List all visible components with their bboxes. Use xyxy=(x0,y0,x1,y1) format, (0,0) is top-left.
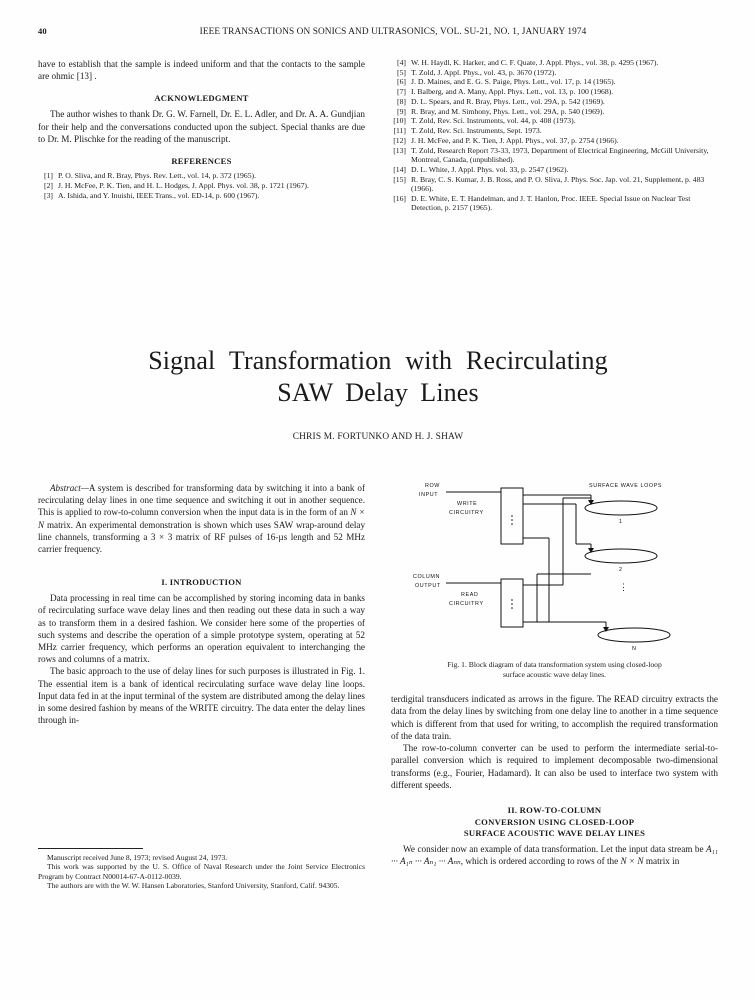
reference-number: [12] xyxy=(393,135,406,145)
right-body-block xyxy=(391,693,718,791)
top-right-column xyxy=(391,58,718,213)
reference-number: [13] xyxy=(393,145,406,155)
reference-item xyxy=(391,126,718,136)
main-right-column xyxy=(391,482,718,867)
acknowledgment-heading: ACKNOWLEDGMENT xyxy=(154,93,249,104)
figure-1-caption xyxy=(391,660,718,679)
reference-text: T. Zold, Rev. Sci. Instruments, vol. 44, p. 408 (1973). xyxy=(411,116,576,126)
surface-wave-loop-1 xyxy=(585,501,657,515)
s2-math-2: N × N xyxy=(620,856,644,867)
reference-number: [4] xyxy=(397,58,406,67)
reference-text: T. Zold, Rev. Sci. Instruments, Sept. 1973. xyxy=(411,126,542,136)
abstract-label: Abstract xyxy=(50,483,81,493)
top-left-column xyxy=(38,58,365,213)
figure-label-write-2: CIRCUITRY xyxy=(449,510,484,516)
right-paragraph-1: terdigital transducers indicated as arrows in the figure. The READ circuitry extracts the data from the delay lines by switching from one delay line to another in a time sequence which is different from that used for writing, to accomplish the required transformation of the data train. xyxy=(391,694,718,741)
figure-label-column: COLUMN xyxy=(413,574,440,580)
reference-number: [6] xyxy=(397,77,406,87)
reference-number: [2] xyxy=(44,180,53,190)
reference-number: [11] xyxy=(393,126,406,136)
figure-1-diagram xyxy=(391,482,718,652)
section-2-heading-line2: CONVERSION USING CLOSED-LOOP xyxy=(474,816,635,827)
section-2-heading xyxy=(391,805,718,840)
acknowledgment-block xyxy=(38,108,365,145)
reference-text: A. Ishida, and Y. Inuishi, IEEE Trans., vol. ED-14, p. 600 (1967). xyxy=(58,190,260,200)
s2-text-c: matrix in xyxy=(643,856,680,867)
article-title-line2: SAW Delay Lines xyxy=(277,377,479,407)
right-paragraph-2: The row-to-column converter can be used to perform the intermediate serial-to-parallel conversion which is required to implement decomposable two-dimensional transforms (e.g., Fourier, Hadamard). It can also be used to interface two system with different speeds. xyxy=(391,743,718,790)
acknowledgment-text: The author wishes to thank Dr. G. W. Farnell, Dr. E. L. Adler, and Dr. A. A. Gundjian for their help and the conversations conducted upon the subject. Special thanks are due to Dr. M. Plischke for the reading of the manuscript. xyxy=(38,109,365,144)
main-left-column xyxy=(38,482,365,867)
footnote-block xyxy=(38,848,365,891)
reference-number: [8] xyxy=(397,96,406,106)
figure-1 xyxy=(391,482,718,679)
reference-number: [16] xyxy=(393,193,406,203)
s2-text-a: We consider now an example of data transformation. Let the input data stream be xyxy=(403,843,706,854)
reference-item xyxy=(391,194,718,213)
continued-paragraph-block xyxy=(38,58,365,82)
block-diagram-svg xyxy=(391,482,718,652)
references-heading: REFERENCES xyxy=(171,156,232,167)
page-folio: 40 xyxy=(38,26,47,36)
footnote-line-1: Manuscript received June 8, 1973; revised August 24, 1973. xyxy=(47,853,228,862)
abstract-text-1: A system is described for transforming data by switching it into a bank of recirculating delay lines in one time sequence and switching it out in another sequence. This is applied to row-to-column conversion when the input data is in the form of an xyxy=(38,483,365,518)
reference-item xyxy=(391,107,718,117)
introduction-heading: I. INTRODUCTION xyxy=(161,577,242,588)
footnote-line-3: The authors are with the W. W. Hansen Laboratories, Stanford University, Stanford, Calif. 94305. xyxy=(47,881,340,891)
article-title-line1: Signal Transformation with Recirculating xyxy=(148,346,608,375)
reference-number: [9] xyxy=(397,106,406,116)
reference-number: [10] xyxy=(393,116,406,126)
reference-item xyxy=(391,116,718,126)
abstract-text-2: matrix. An experimental demonstration is shown which uses SAW wrap-around delay line channels, transforming a 3 × 3 matrix of RF pulses of 16-µs length and 52 MHz carrier frequency. xyxy=(38,519,365,554)
reference-item xyxy=(391,68,718,78)
introduction-block xyxy=(38,592,365,727)
reference-text: J. D. Maines, and E. G. S. Paige, Phys. Lett., vol. 17, p. 14 (1965). xyxy=(411,77,616,87)
reference-item xyxy=(391,175,718,194)
figure-label-loop-2: 2 xyxy=(619,567,623,573)
reference-number: [7] xyxy=(397,87,406,97)
abstract-dash: — xyxy=(80,483,89,493)
reference-text: I. Balberg, and A. Many, Appl. Phys. Lett., vol. 13, p. 100 (1968). xyxy=(411,87,614,97)
footnote-line-2: This work was supported by the U. S. Office of Naval Research under the Joint Service Electronics Program by Contract N00014-67-A-0112-0039. xyxy=(38,862,365,881)
transducer-arrow-2 xyxy=(588,548,594,553)
reference-number: [3] xyxy=(44,190,53,200)
reference-item xyxy=(391,136,718,146)
introduction-paragraph-1: Data processing in real time can be accomplished by storing incoming data in banks of recirculating surface wave delay lines and then reading out these data in such a way as to transform them in a desired fashion. We consider here some of the properties of such systems and describe the operation of a simple prototype system, operating at 52 MHz carrier frequency, which performs an operation equivalent to interchanging the rows and columns of a matrix. xyxy=(38,593,365,665)
references-list-left xyxy=(38,171,365,200)
section-2-body xyxy=(391,843,718,867)
article-title xyxy=(60,345,696,408)
figure-1-caption-line1: Fig. 1. Block diagram of data transformation system using closed-loop xyxy=(447,660,662,669)
figure-label-write-1: WRITE xyxy=(457,501,478,507)
figure-1-caption-line2: surface acoustic wave delay lines. xyxy=(502,669,607,679)
reference-text: T. Zold, Research Report 73-33, 1973, Department of Electrical Engineering, McGill University, Montreal, Canada, (unpublished). xyxy=(411,145,709,165)
references-list-right xyxy=(391,58,718,213)
figure-label-loop-1: 1 xyxy=(619,519,623,525)
section-2-heading-line3: SURFACE ACOUSTIC WAVE DELAY LINES xyxy=(463,828,646,839)
figure-label-row: ROW xyxy=(425,483,440,489)
reference-number: [15] xyxy=(393,174,406,184)
reference-item xyxy=(38,181,365,191)
reference-text: R. Bray, C. S. Kumar, J. B. Ross, and P. O. Sliva, J. Phys. Soc. Jap. vol. 21, Supplement, p. 483 (1966). xyxy=(411,174,705,194)
reference-item xyxy=(38,171,365,181)
figure-label-read-1: READ xyxy=(461,592,479,598)
continued-paragraph: have to establish that the sample is indeed uniform and that the contacts to the sample are ohmic [13] . xyxy=(38,59,365,82)
surface-wave-loop-n xyxy=(598,628,670,642)
reference-item xyxy=(391,97,718,107)
s2-text-b: which is ordered according to rows of the xyxy=(463,856,621,867)
footnote-rule xyxy=(38,848,143,849)
reference-number: [14] xyxy=(393,164,406,174)
running-head xyxy=(38,26,718,37)
article-authors: CHRIS M. FORTUNKO AND H. J. SHAW xyxy=(292,432,464,442)
introduction-paragraph-2: The basic approach to the use of delay lines for such purposes is illustrated in Fig. 1. The essential item is a bank of identical recirculating surface wave delay line loops. Input data fed in at the input terminal of the system are distributed among the delay lines in some desired fashion by means of the WRITE circuitry. The data enter the delay lines through in- xyxy=(38,666,365,726)
reference-text: W. H. Haydl, K. Harker, and C. F. Quate, J. Appl. Phys., vol. 38, p. 4295 (1967). xyxy=(411,58,659,67)
reference-number: [5] xyxy=(397,67,406,77)
journal-title: IEEE TRANSACTIONS ON SONICS AND ULTRASONICS, VOL. SU-21, NO. 1, JANUARY 1974 xyxy=(199,27,587,37)
reference-text: J. H. McFee, and P. K. Tien, J. Appl. Phys., vol. 37, p. 2754 (1966). xyxy=(411,135,619,145)
reference-item xyxy=(391,87,718,97)
figure-label-input: INPUT xyxy=(419,492,439,498)
reference-item xyxy=(391,58,718,68)
figure-label-read-2: CIRCUITRY xyxy=(449,601,484,607)
reference-text: R. Bray, and M. Simhony, Phys. Lett., vol. 29A, p. 540 (1969). xyxy=(411,106,605,116)
figure-label-loop-n: N xyxy=(632,646,637,652)
reference-text: D. L. Spears, and R. Bray, Phys. Lett., vol. 29A, p. 542 (1969). xyxy=(411,96,605,106)
reference-item xyxy=(391,165,718,175)
read-circuitry-box xyxy=(501,579,523,627)
reference-item xyxy=(391,146,718,165)
figure-label-output: OUTPUT xyxy=(415,583,441,589)
transducer-arrow-1 xyxy=(588,500,594,505)
figure-label-loops: SURFACE WAVE LOOPS xyxy=(589,483,663,489)
section-2-paragraph-1 xyxy=(391,843,718,867)
abstract-block xyxy=(38,482,365,555)
reference-number: [1] xyxy=(44,171,53,181)
surface-wave-loop-2 xyxy=(585,549,657,563)
reference-text: D. E. White, E. T. Handelman, and J. T. Hanlon, Proc. IEEE. Special Issue on Nuclear Test Detection, p. 2157 (1965). xyxy=(411,193,691,213)
main-columns xyxy=(38,482,718,867)
reference-item xyxy=(391,77,718,87)
reference-text: D. L. White, J. Appl. Phys. vol. 33, p. 2547 (1962). xyxy=(411,164,569,174)
reference-text: T. Zold, J. Appl. Phys., vol. 43, p. 3670 (1972). xyxy=(411,67,557,77)
figure-label-vertical-dots: ⋮ xyxy=(619,582,629,592)
reference-text: P. O. Sliva, and R. Bray, Phys. Rev. Lett., vol. 14, p. 372 (1965). xyxy=(58,171,257,181)
abstract-math-1: N × N xyxy=(38,507,365,530)
s2-math-1: A₁₁ ··· A₁ₙ ··· Aₙ₁ ··· Aₙₙ, xyxy=(391,843,718,867)
reference-item xyxy=(38,191,365,201)
section-2-heading-line1: II. ROW-TO-COLUMN xyxy=(507,805,602,815)
reference-text: J. H. McFee, P. K. Tien, and H. L. Hodges, J. Appl. Phys. vol. 38, p. 1721 (1967). xyxy=(58,180,309,190)
top-band xyxy=(38,58,718,213)
